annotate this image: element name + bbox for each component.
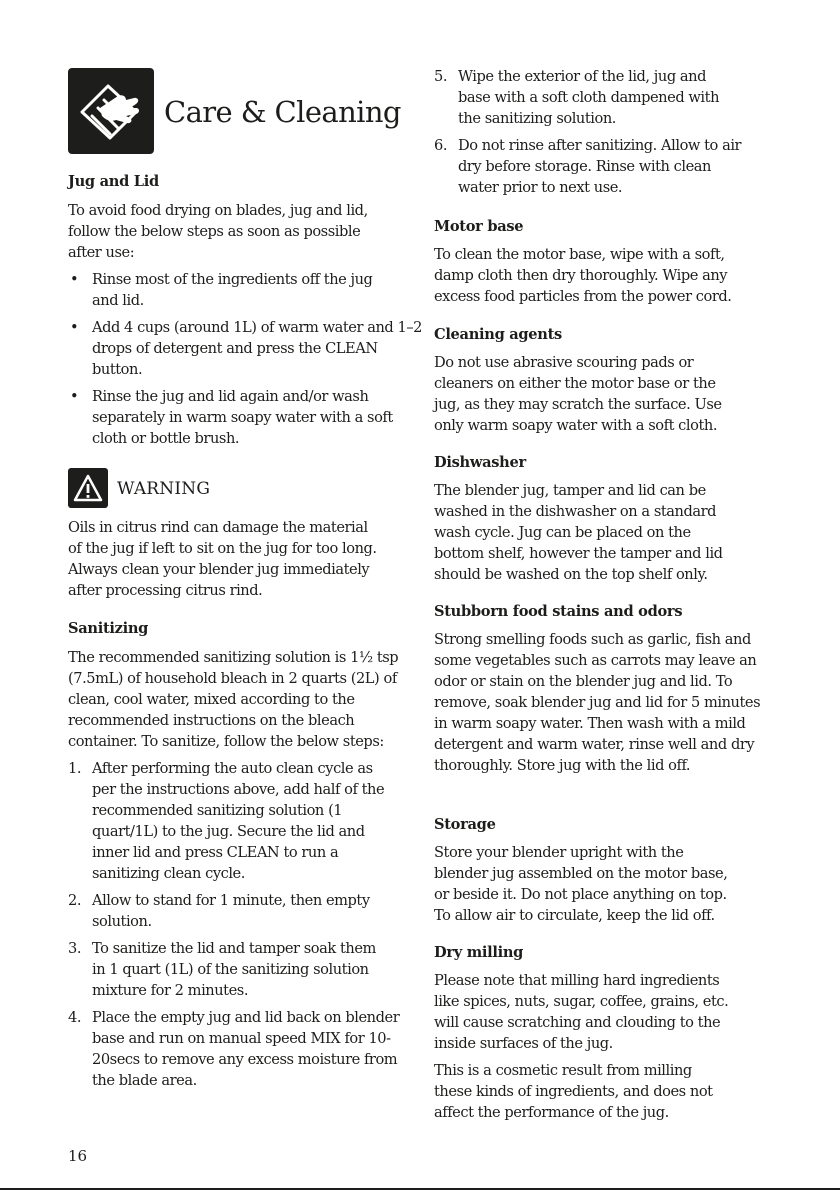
- step-text: To sanitize the lid and tamper soak them in 1 quart (1L) of the sanitizing solution mixture for 2 minutes.: [92, 940, 376, 999]
- list-item: [68, 890, 408, 932]
- page-number: 16: [68, 1147, 88, 1165]
- cleaning-agents-section: [434, 324, 754, 436]
- step-text: Wipe the exterior of the lid, jug and base with a soft cloth dampened with the sanitizing solution.: [458, 68, 720, 127]
- dishwasher-section: [434, 452, 754, 585]
- list-item: [68, 386, 422, 449]
- sanitizing-section: [68, 618, 408, 1091]
- step-text: Do not rinse after sanitizing. Allow to air dry before storage. Rinse with clean water prior to next use.: [458, 137, 742, 196]
- step-number: 3.: [68, 940, 82, 957]
- jug-bullet-list: [68, 269, 423, 449]
- bullet-marker: •: [70, 319, 79, 336]
- list-item: [434, 66, 742, 129]
- footer-divider: [0, 1188, 840, 1190]
- sanitizing-intro: The recommended sanitizing solution is 1½ tsp (7.5mL) of household bleach in 2 quarts (2L) of clean, cool water, mixed according to the recommended instructions on the bleach container. To sanitize, follow the below steps:: [68, 649, 399, 750]
- bullet-marker: •: [70, 271, 79, 288]
- agents-text: Do not use abrasive scouring pads or cleaners on either the motor base or the jug, as they may scratch the surface. Use only warm soapy water with a soft cloth.: [434, 354, 722, 434]
- motor-base-section: [434, 216, 754, 307]
- list-item: [68, 938, 382, 1001]
- list-item: [68, 1007, 402, 1091]
- list-item: [68, 758, 392, 884]
- sanitizing-steps-continued: [434, 66, 742, 198]
- list-item-text: Add 4 cups (around 1L) of warm water and 1–2 drops of detergent and press the CLEAN button.: [92, 319, 423, 378]
- step-number: 1.: [68, 760, 82, 777]
- warning-header: [68, 468, 368, 508]
- step-number: 6.: [434, 137, 448, 154]
- step-number: 2.: [68, 892, 82, 909]
- sanitizing-heading: Sanitizing: [68, 620, 149, 637]
- motor-heading: Motor base: [434, 218, 524, 235]
- list-item: [434, 135, 748, 198]
- jug-and-lid-section: [68, 171, 423, 449]
- step-text: Place the empty jug and lid back on blender base and run on manual speed MIX for 10-20secs to remove any excess moisture from the blade area.: [92, 1009, 400, 1089]
- step-text: After performing the auto clean cycle as per the instructions above, add half of the recommended sanitizing solution (1 quart/1L) to the jug. Secure the lid and inner lid and press CLEAN to run a sanitizing clean cycle.: [92, 760, 385, 882]
- warning-triangle-icon: [68, 468, 108, 508]
- list-item-text: Rinse the jug and lid again and/or wash separately in warm soapy water with a soft cloth or bottle brush.: [92, 388, 393, 447]
- dishwasher-text: The blender jug, tamper and lid can be washed in the dishwasher on a standard wash cycle. Jug can be placed on the bottom shelf, however the tamper and lid should be washed on the top shelf only.: [434, 482, 723, 583]
- dry-milling-section: [434, 942, 754, 1123]
- stains-text: Strong smelling foods such as garlic, fish and some vegetables such as carrots may leave an odor or stain on the blender jug and lid. To remove, soak blender jug and lid for 5 minutes in warm soapy water. Then wash with a mild detergent and warm water, rinse well and dry thoroughly. Store jug with the lid off.: [434, 631, 761, 774]
- step-number: 5.: [434, 68, 448, 85]
- sanitizing-steps: [68, 758, 408, 1091]
- motor-text: To clean the motor base, wipe with a soft, damp cloth then dry thoroughly. Wipe any excess food particles from the power cord.: [434, 246, 732, 305]
- warning-label: WARNING: [117, 479, 211, 499]
- hand-wiping-icon: [68, 68, 154, 154]
- list-item-text: Rinse most of the ingredients off the jug and lid.: [92, 271, 373, 309]
- list-item: [68, 269, 384, 311]
- milling-heading: Dry milling: [434, 944, 524, 961]
- page-title: Care & Cleaning: [164, 95, 401, 129]
- warning-text: Oils in citrus rind can damage the material of the jug if left to sit on the jug for too long. Always clean your blender jug immediately after processing citrus rind.: [68, 519, 377, 599]
- storage-text: Store your blender upright with the blender jug assembled on the motor base, or beside it. Do not place anything on top. To allow air to circulate, keep the lid off.: [434, 844, 728, 924]
- storage-heading: Storage: [434, 816, 496, 833]
- storage-section: [434, 814, 754, 926]
- list-item: [68, 317, 428, 380]
- stains-section: [434, 601, 774, 776]
- bullet-marker: •: [70, 388, 79, 405]
- step-number: 4.: [68, 1009, 82, 1026]
- milling-text-2: This is a cosmetic result from milling these kinds of ingredients, and does not affect the performance of the jug.: [434, 1062, 713, 1121]
- milling-text-1: Please note that milling hard ingredients like spices, nuts, sugar, coffee, grains, etc. will cause scratching and clouding to the inside surfaces of the jug.: [434, 972, 729, 1052]
- stains-heading: Stubborn food stains and odors: [434, 603, 683, 620]
- dishwasher-heading: Dishwasher: [434, 454, 526, 471]
- agents-heading: Cleaning agents: [434, 326, 562, 343]
- jug-heading: Jug and Lid: [68, 173, 159, 190]
- jug-intro: To avoid food drying on blades, jug and lid, follow the below steps as soon as possible after use:: [68, 202, 368, 261]
- step-text: Allow to stand for 1 minute, then empty solution.: [92, 892, 370, 930]
